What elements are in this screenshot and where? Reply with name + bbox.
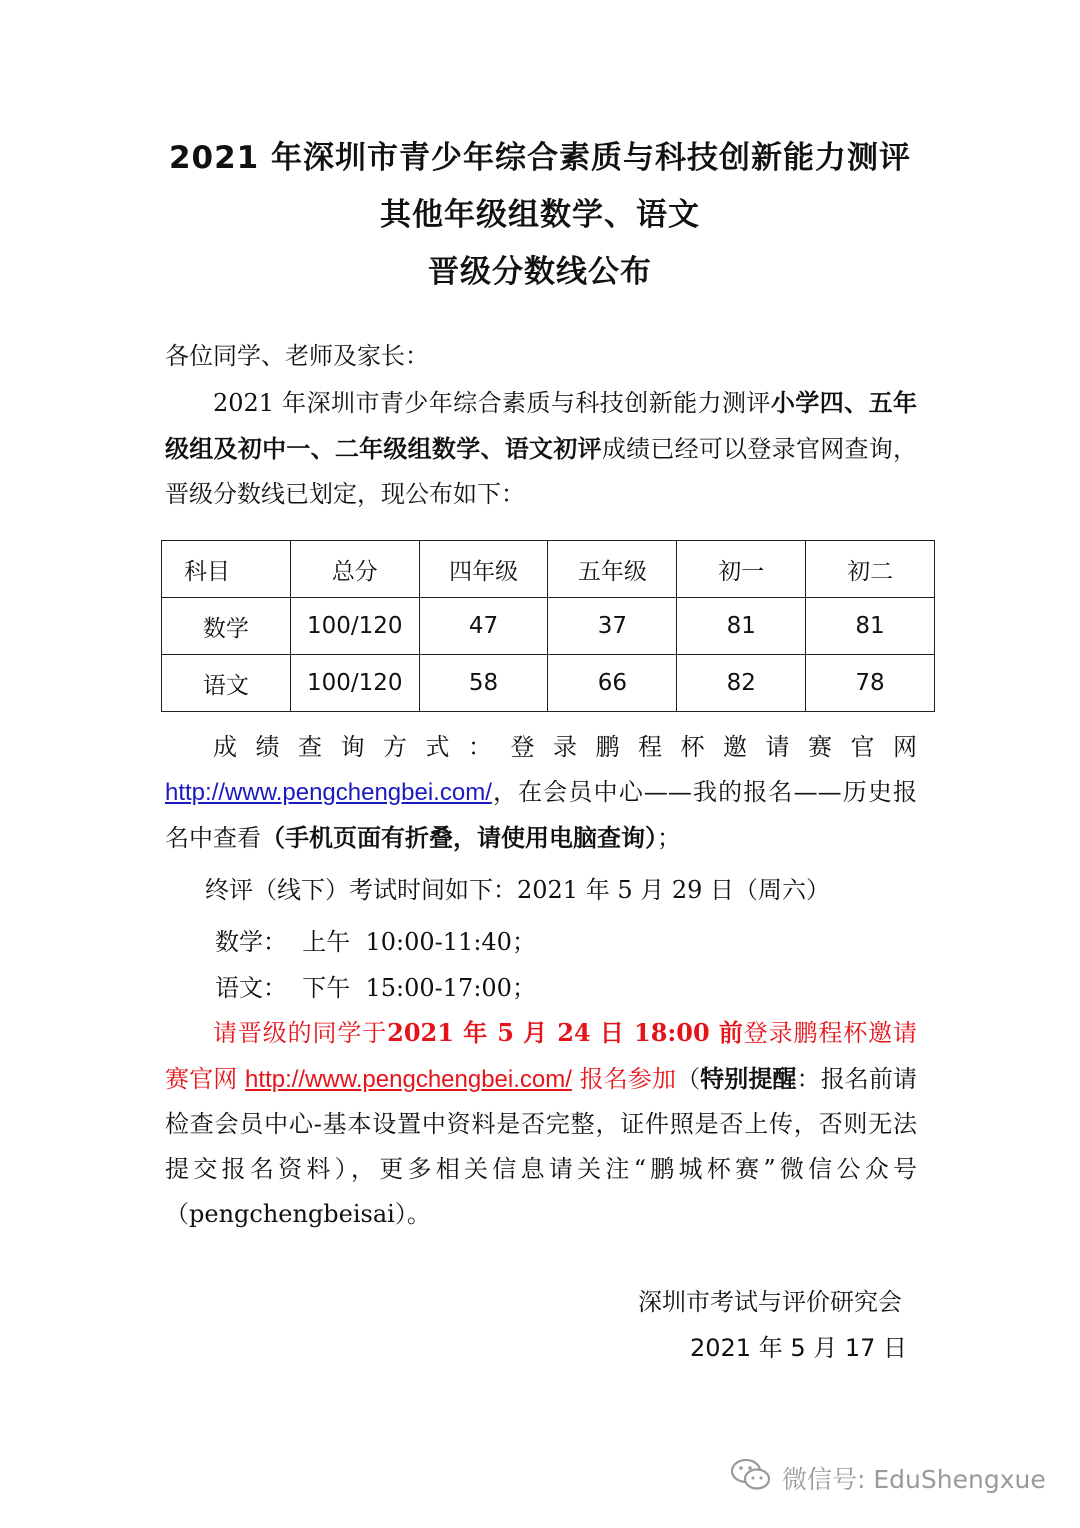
final-exam-line: 终评（线下）考试时间如下：2021 年 5 月 29 日（周六） (205, 876, 831, 904)
website-link[interactable]: http://www.pengchengbei.com/ (165, 779, 492, 806)
notice-deadline: 2021 年 5 月 24 日 18:00 前 (387, 1018, 744, 1047)
notice-text-2: 登录鹏程杯邀请赛官网 (165, 1019, 918, 1093)
table-cell: 78 (806, 655, 935, 712)
table-cell: 数学 (162, 598, 291, 655)
wechat-icon (730, 1457, 772, 1499)
notice-text-4: （ (676, 1065, 701, 1093)
table-cell: 100/120 (290, 655, 419, 712)
notice-text-5: ：报名前请检查会员中心-基本设置中资料是否完整，证件照是否上传，否则无法提交报名资料），更多相关信息请关注“鹏城杯赛”微信公众号（pengchengbeisai）。 (165, 1065, 918, 1228)
notice-paragraph (165, 1010, 917, 1237)
notice-special-reminder: 特别提醒 (700, 1064, 797, 1093)
table-cell: 58 (419, 655, 548, 712)
title-line-1: 2021 年深圳市青少年综合素质与科技创新能力测评 (168, 140, 912, 176)
table-header-cell: 五年级 (548, 541, 677, 598)
table-header-cell: 总分 (290, 541, 419, 598)
table-row (162, 598, 935, 655)
table-cell: 100/120 (290, 598, 419, 655)
signature-date: 2021 年 5 月 17 日 (690, 1334, 908, 1362)
table-cell: 37 (548, 598, 677, 655)
table-cell: 47 (419, 598, 548, 655)
table-header-cell: 初二 (806, 541, 935, 598)
score-table (161, 540, 935, 712)
table-header-cell: 四年级 (419, 541, 548, 598)
title-line-3: 晋级分数线公布 (428, 254, 652, 290)
notice-text: 请晋级的同学于 (213, 1019, 388, 1047)
intro-paragraph (165, 380, 917, 517)
table-cell: 语文 (162, 655, 291, 712)
table-cell: 81 (677, 598, 806, 655)
query-bold-note: （手机页面有折叠，请使用电脑查询） (261, 823, 657, 852)
watermark-text: 微信号: EduShengxue (782, 1465, 1046, 1494)
query-text: 成 绩 查 询 方 式 ： 登 录 鹏 程 杯 邀 请 赛 官 网 (213, 733, 917, 761)
table-header-cell: 科目 (162, 541, 291, 598)
signature-org: 深圳市考试与评价研究会 (638, 1288, 902, 1316)
query-paragraph (165, 725, 917, 861)
table-header-row (162, 541, 935, 598)
table-cell: 81 (806, 598, 935, 655)
intro-text: 2021 年深圳市青少年综合素质与科技创新能力测评 (213, 389, 771, 417)
table-row (162, 655, 935, 712)
intro-text-2: 成绩已经可以登录官网查询，晋级分数线已划定，现公布如下： (165, 435, 918, 508)
table-cell: 82 (677, 655, 806, 712)
notice-text-3: 报名参加 (571, 1065, 677, 1093)
table-header-cell: 初一 (677, 541, 806, 598)
query-text-2: ，在会员中心——我的报名——历史报名中查看 (165, 778, 917, 852)
query-suffix: ； (657, 824, 681, 852)
chinese-schedule: 语文： 下午 15:00-17:00； (215, 974, 536, 1002)
intro-bold-text: 小学四、五年级组及初中一、二年级组数学、语文初评 (165, 388, 917, 463)
watermark (730, 1458, 1046, 1498)
notice-website-link[interactable]: http://www.pengchengbei.com/ (245, 1066, 572, 1093)
table-cell: 66 (548, 655, 677, 712)
title-line-2: 其他年级组数学、语文 (380, 197, 700, 233)
greeting: 各位同学、老师及家长： (165, 342, 429, 370)
math-schedule: 数学： 上午 10:00-11:40； (215, 928, 536, 956)
